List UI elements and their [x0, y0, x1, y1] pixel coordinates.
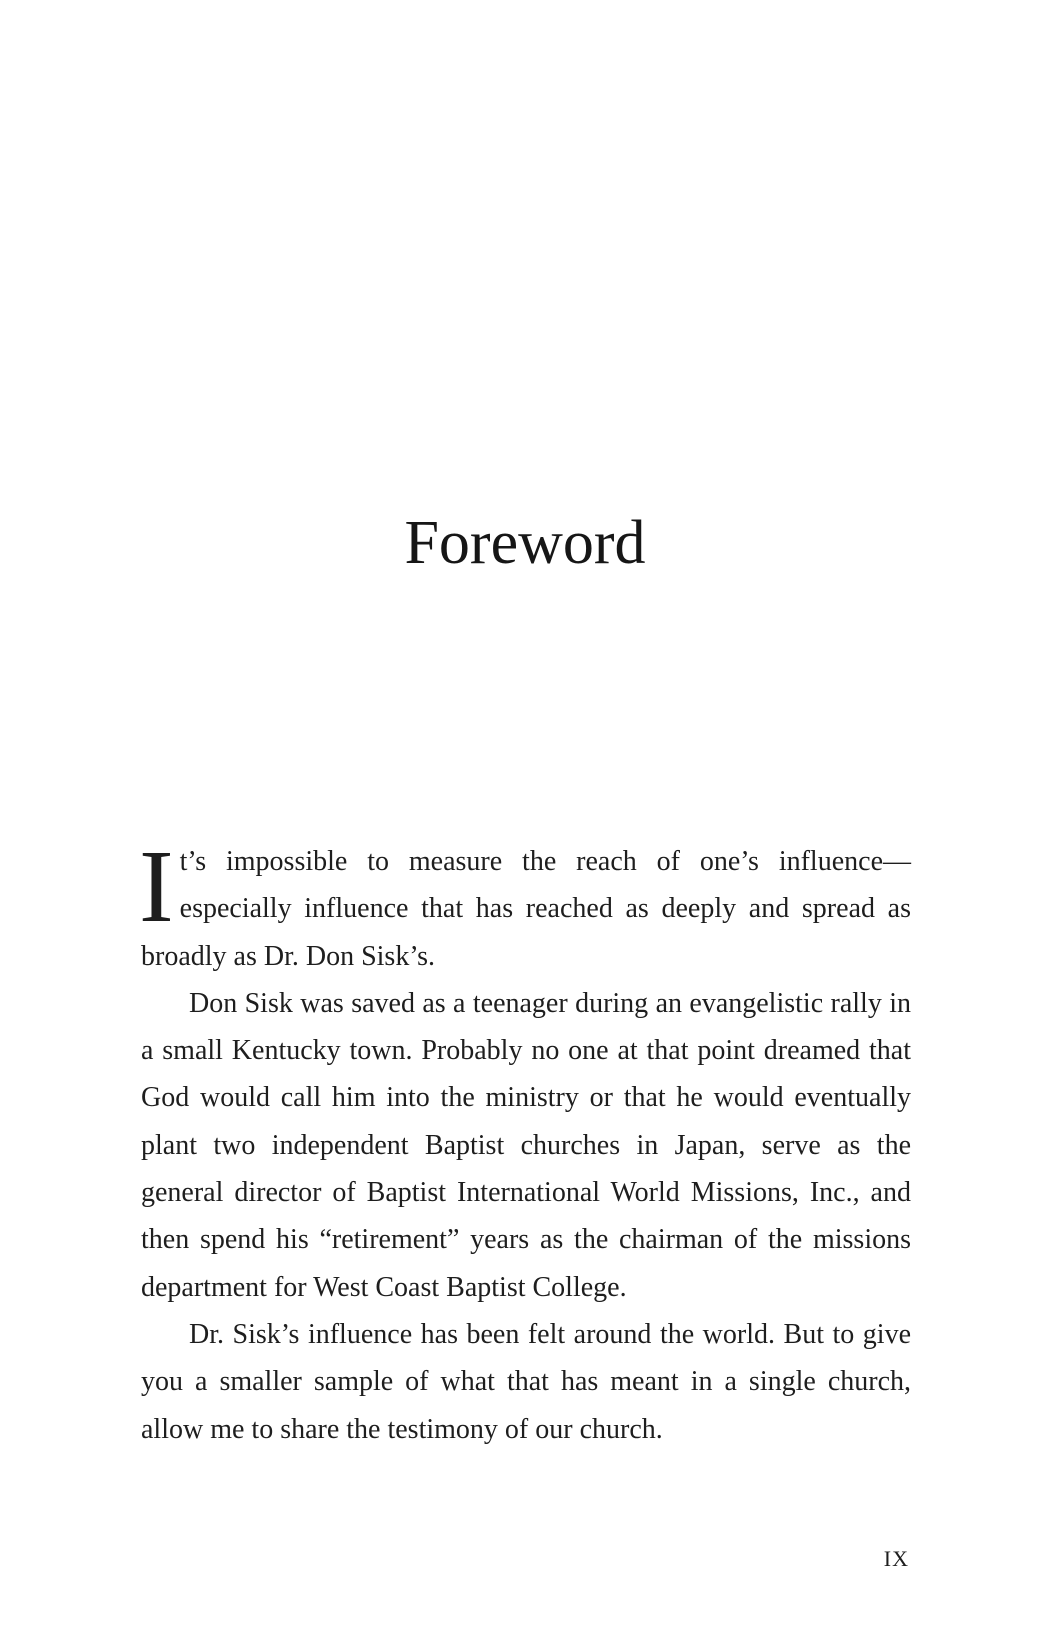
paragraph-3: Dr. Sisk’s influence has been felt around the world. But to give you a smaller sample of what that has meant in a single church, allow me to share the testimony of our church.	[141, 1318, 911, 1445]
chapter-title: Foreword	[404, 509, 646, 577]
paragraph-1-text: t’s impossible to measure the reach of one’s influence—especially influence that has reached as deeply and spread as broadly as Dr. Don Sisk’s.	[141, 846, 911, 972]
paragraph-2: Don Sisk was saved as a teenager during an evangelistic rally in a small Kentucky town. Probably no one at that point dreamed that God would call him into the ministry or that he would eventually plant two independent Baptist churches in Japan, serve as the general director of Baptist International World Missions, Inc., and then spend his “retirement” years as the chairman of the missions department for West Coast Baptist College.	[141, 987, 911, 1303]
drop-cap: I	[139, 829, 174, 944]
paragraph-1	[139, 829, 911, 980]
page-number: IX	[883, 1546, 909, 1571]
chapter-body	[139, 829, 911, 1453]
